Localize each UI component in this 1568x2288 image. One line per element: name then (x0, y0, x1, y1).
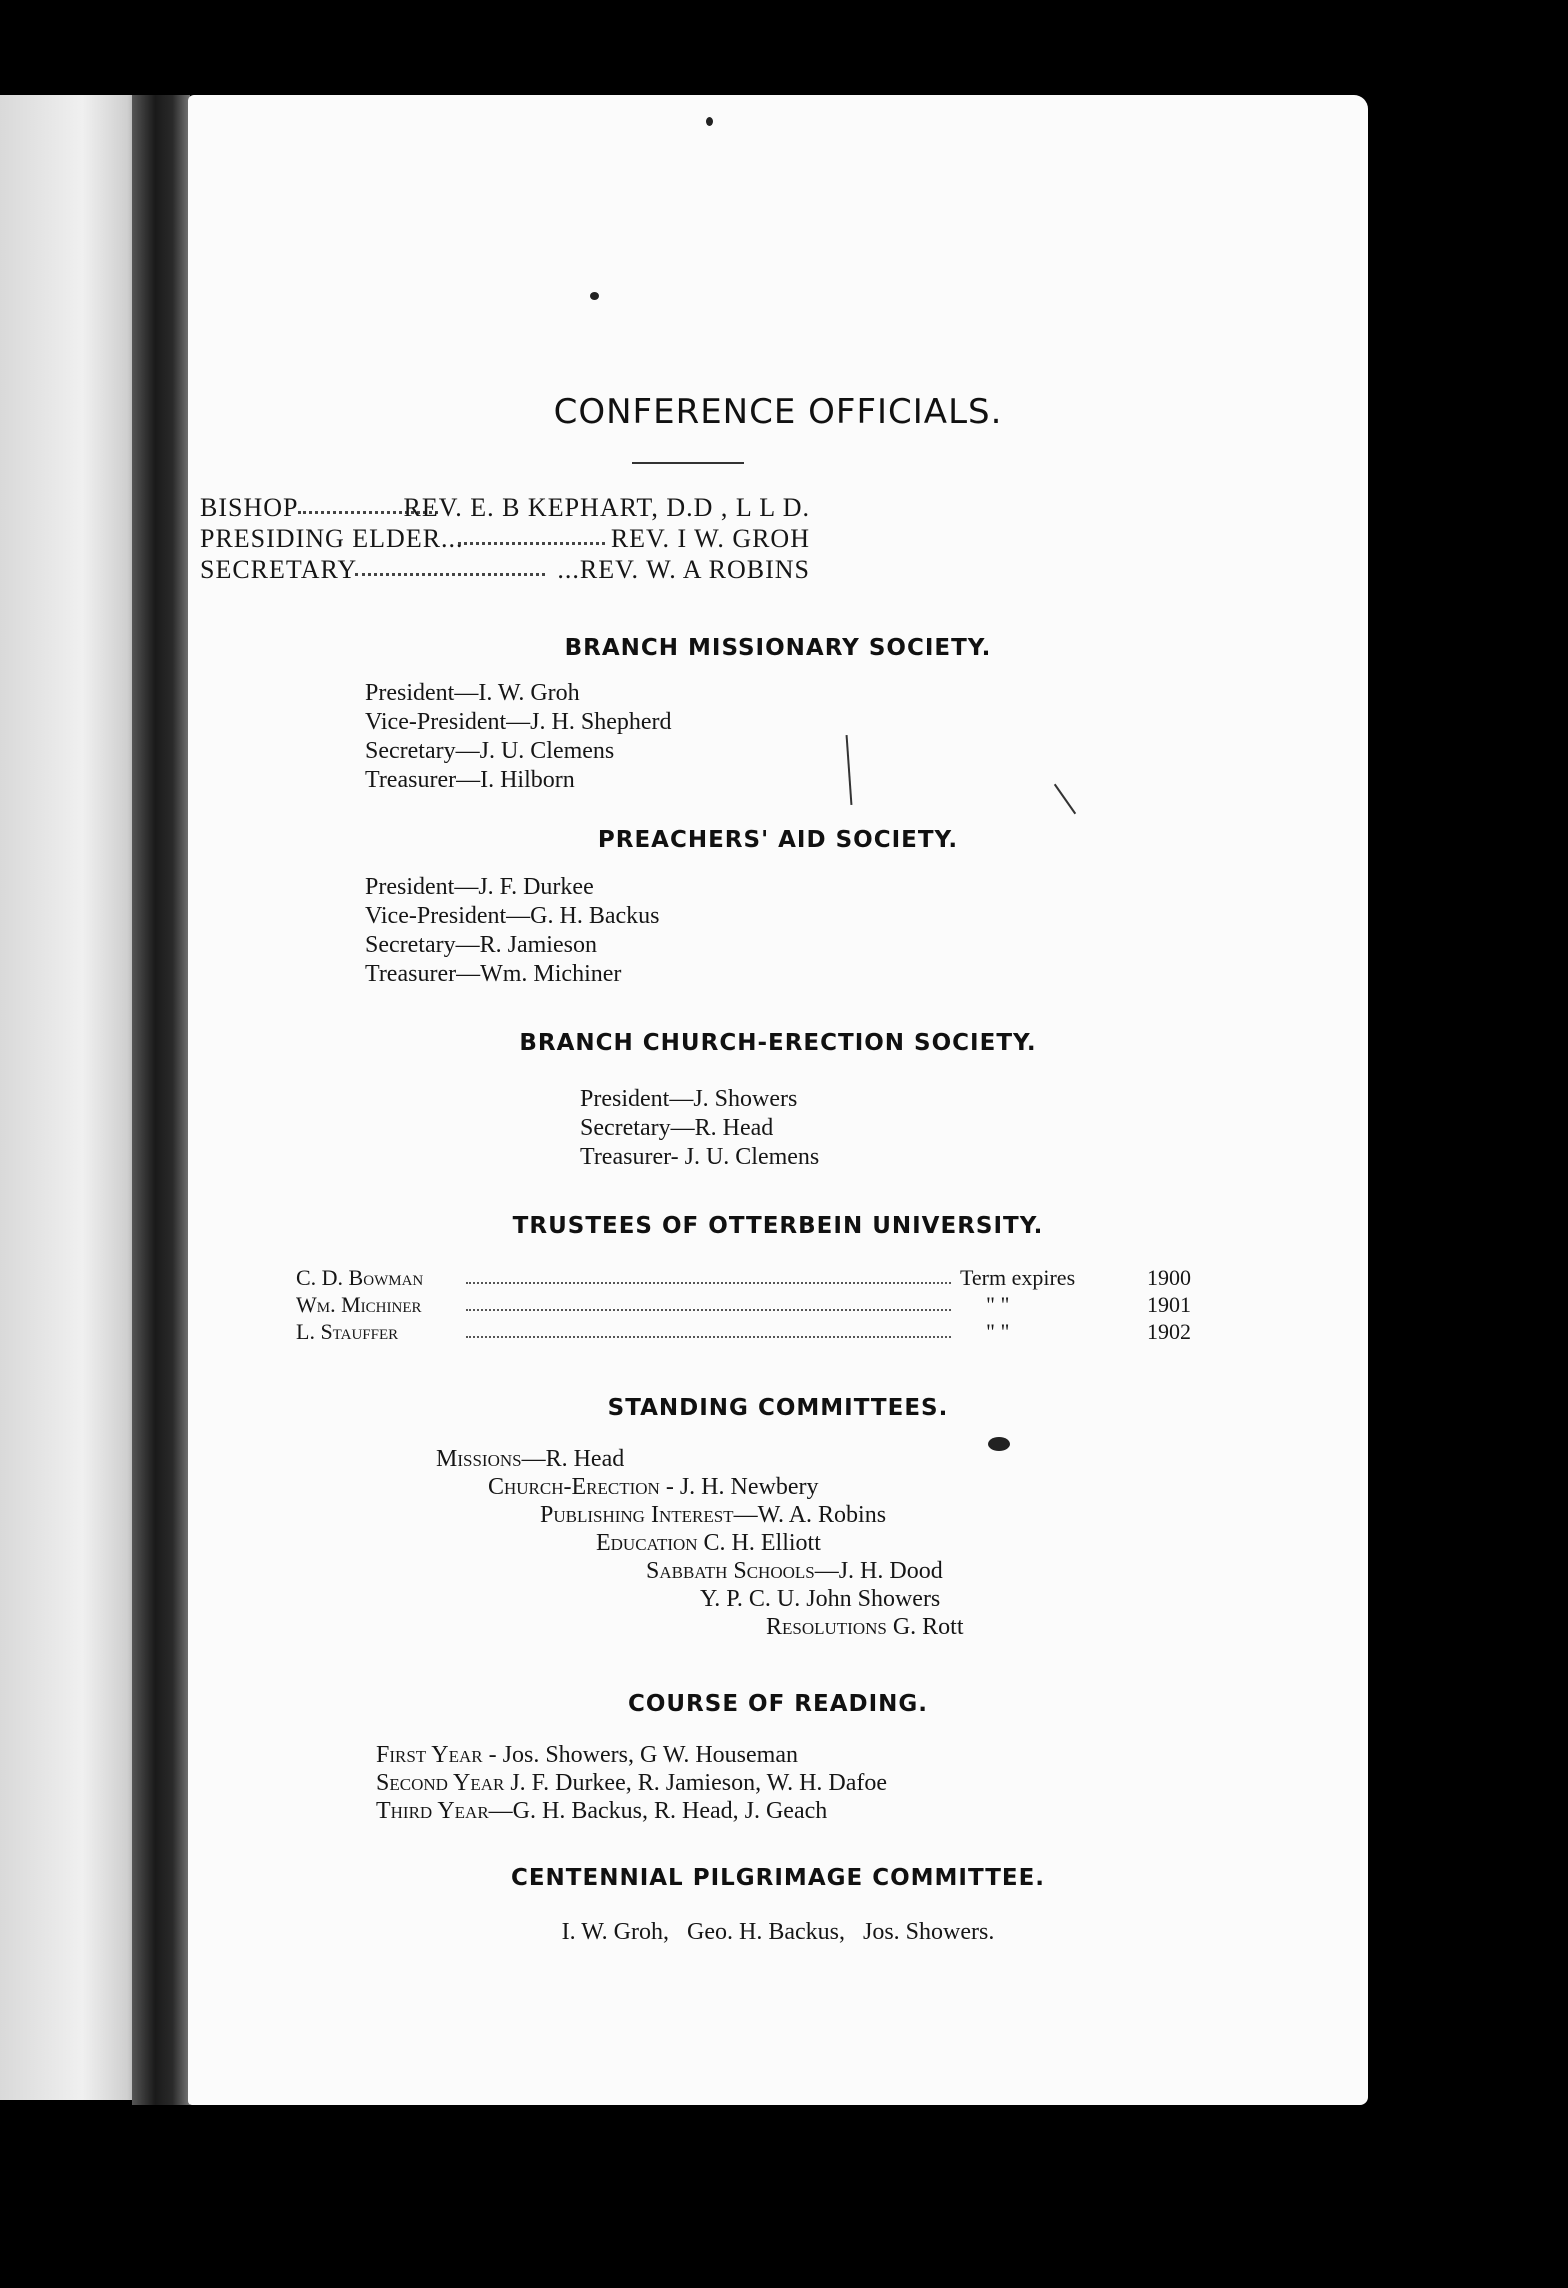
page-title: CONFERENCE OFFICIALS. (553, 392, 1003, 432)
officer-office: SECRETARY (200, 555, 358, 584)
reading-members: J. F. Durkee, R. Jamieson, W. H. Dafoe (510, 1770, 888, 1796)
committee-row (766, 1613, 964, 1642)
section-heading-church-erection: BRANCH CHURCH-ERECTION SOCIETY. (519, 1030, 1037, 1056)
section-heading-trustees: TRUSTEES OF OTTERBEIN UNIVERSITY. (512, 1213, 1044, 1239)
reading-year-label: Third Year (376, 1798, 489, 1824)
officer-line: Vice-President—J. H. Shepherd (365, 709, 672, 735)
committee-member: W. A. Robins (757, 1502, 887, 1528)
separator: — (521, 1446, 546, 1472)
separator: — (814, 1558, 839, 1584)
committee-label: Missions (436, 1446, 522, 1472)
officer-line: Vice-President—G. H. Backus (365, 903, 660, 929)
officer-line: Treasurer- J. U. Clemens (580, 1144, 820, 1170)
trustee-name: C. D. Bowman (296, 1265, 424, 1290)
committee-member: R. Head (545, 1446, 625, 1472)
dot-leader (458, 542, 605, 545)
committee-label: Publishing Interest (540, 1502, 734, 1528)
officer-office: BISHOP (200, 493, 299, 522)
trustee-name: L. Stauffer (296, 1319, 399, 1344)
preachers-aid-officers (365, 873, 660, 989)
committee-row (700, 1585, 940, 1614)
ink-speck (706, 117, 713, 126)
trustee-year: 1900 (1147, 1265, 1191, 1290)
committee-member: J. H. Dood (838, 1558, 943, 1584)
reading-row (376, 1741, 798, 1770)
committee-member: J. H. Newbery (679, 1474, 819, 1500)
section-heading-branch-missionary: BRANCH MISSIONARY SOCIETY. (564, 635, 992, 661)
book-spine (132, 95, 190, 2105)
officer-row-bishop (200, 493, 810, 523)
committee-member: G. Rott (892, 1614, 964, 1640)
section-heading-preachers-aid: PREACHERS' AID SOCIETY. (597, 827, 959, 853)
facing-page (0, 95, 150, 2100)
officer-line: President—J. Showers (580, 1086, 798, 1112)
trustee-year: 1901 (1147, 1292, 1191, 1317)
separator: - (482, 1742, 503, 1768)
officer-line: Secretary—R. Jamieson (365, 932, 597, 958)
committee-label: Resolutions (766, 1614, 887, 1640)
trustee-year: 1902 (1147, 1319, 1191, 1344)
trustee-term: " " (986, 1319, 1010, 1344)
officer-line: Treasurer—Wm. Michiner (365, 961, 622, 987)
reading-year-label: Second Year (376, 1770, 505, 1796)
committee-row (436, 1445, 624, 1474)
ink-speck (590, 292, 599, 300)
dot-leader (466, 1282, 951, 1284)
officer-name: ...REV. W. A ROBINS (557, 555, 810, 584)
scratch-mark (1054, 784, 1076, 815)
committee-row (540, 1501, 886, 1530)
trustee-name: Wm. Michiner (296, 1292, 422, 1317)
book-page (188, 95, 1368, 2105)
section-heading-course-of-reading: COURSE OF READING. (627, 1691, 929, 1717)
dot-leader (355, 573, 545, 576)
trustee-row (296, 1265, 1191, 1291)
section-heading-centennial-pilgrimage: CENTENNIAL PILGRIMAGE COMMITTEE. (510, 1865, 1046, 1891)
title-rule (632, 462, 744, 464)
committee-row (488, 1473, 818, 1502)
scratch-mark (846, 735, 853, 805)
committee-member: John Showers (806, 1586, 941, 1612)
officer-name: REV. I W. GROH (610, 524, 810, 553)
pilgrimage-members: I. W. Groh, Geo. H. Backus, Jos. Showers. (561, 1919, 995, 1945)
officer-name: REV. E. B KEPHART, D.D , L L D. (403, 493, 810, 522)
trustee-row (296, 1292, 1191, 1318)
committee-label: Church-Erection (488, 1474, 660, 1500)
reading-row (376, 1797, 827, 1826)
dot-leader (466, 1336, 951, 1338)
separator: — (488, 1798, 513, 1824)
committee-label: Sabbath Schools (646, 1558, 815, 1584)
reading-members: Jos. Showers, G W. Houseman (502, 1742, 798, 1768)
reading-year-label: First Year (376, 1742, 483, 1768)
committee-row (646, 1557, 943, 1586)
officer-line: Treasurer—I. Hilborn (365, 767, 575, 793)
trustee-term: " " (986, 1292, 1010, 1317)
committee-label: Y. P. C. U. (700, 1586, 801, 1612)
dot-leader (466, 1309, 951, 1311)
separator: — (733, 1502, 758, 1528)
officer-office: PRESIDING ELDER... (200, 524, 464, 553)
trustee-term: Term expires (960, 1265, 1076, 1290)
committee-member: C. H. Elliott (703, 1530, 821, 1556)
reading-members: G. H. Backus, R. Head, J. Geach (512, 1798, 828, 1824)
separator: - (659, 1474, 680, 1500)
trustee-row (296, 1319, 1191, 1345)
committee-row (596, 1529, 821, 1558)
officer-row-presiding-elder (200, 524, 810, 554)
committee-label: Education (596, 1530, 698, 1556)
officer-row-secretary (200, 555, 810, 585)
section-heading-standing-committees: STANDING COMMITTEES. (607, 1395, 949, 1421)
ink-blot (988, 1437, 1010, 1451)
officer-line: Secretary—J. U. Clemens (365, 738, 615, 764)
officer-line: President—J. F. Durkee (365, 874, 594, 900)
officer-line: Secretary—R. Head (580, 1115, 774, 1141)
missionary-officers (365, 679, 672, 795)
reading-row (376, 1769, 887, 1798)
church-erection-officers (580, 1085, 819, 1172)
officer-line: President—I. W. Groh (365, 680, 580, 706)
